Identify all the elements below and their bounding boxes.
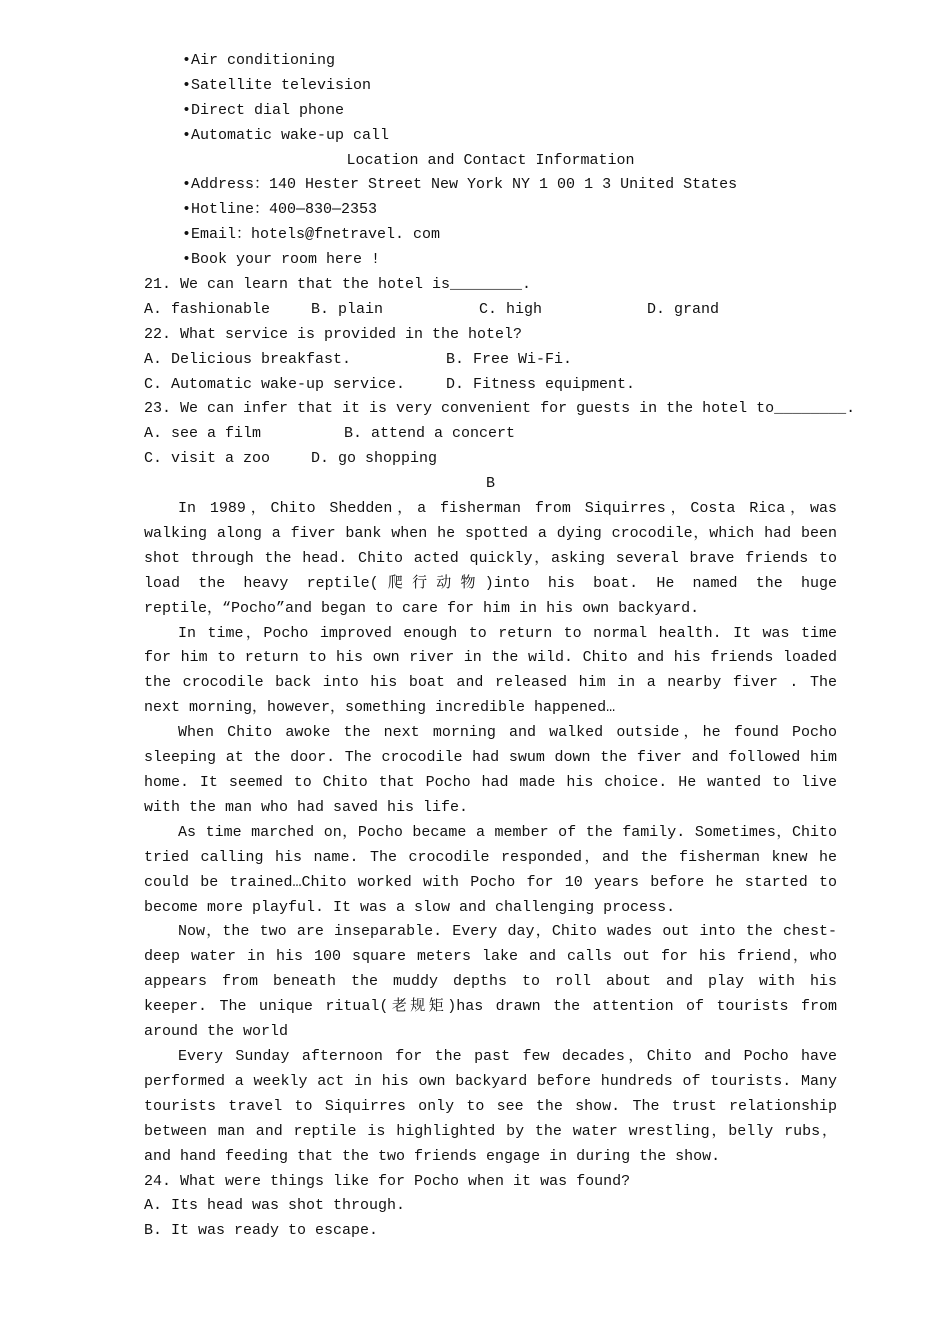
passage-paragraph: As time marched on，Pocho became a member of the family. Sometimes，Chito tried calling his name. The crocodile responded，and the fisherman knew he could be trained…Chito worked with Pocho for 10 years before he started to become more playful. It was a slow and challenging process. (144, 823, 837, 916)
option-a: A. Delicious breakfast. (144, 350, 352, 368)
option-c: C. visit a zoo (144, 450, 271, 468)
option-b: B. plain (311, 300, 384, 318)
option-a: A. Its head was shot through. (144, 1197, 406, 1215)
amenity-item: •Direct dial phone (182, 101, 345, 119)
amenity-item: •Air conditioning (182, 52, 336, 69)
option-b: B. attend a concert (344, 425, 516, 443)
option-d: D. grand (647, 300, 720, 318)
amenity-item: •Automatic wake-up call (182, 126, 390, 144)
option-b: B. Free Wi-Fi. (446, 350, 573, 368)
question-23-stem: 23. We can infer that it is very convenient for guests in the hotel to________. (144, 400, 856, 418)
passage-paragraph: When Chito awoke the next morning and walked outside，he found Pocho sleeping at the door. The crocodile had swum down the fiver and followed him home. It seemed to Chito that Pocho had made his choice. He wanted to live with the man who had saved his life. (144, 724, 837, 816)
question-21-options (144, 298, 837, 323)
question-22-options-row1 (144, 348, 837, 373)
passage-paragraph: Every Sunday afternoon for the past few decades，Chito and Pocho have performed a weekly act in his own backyard before hundreds of tourists. Many tourists travel to Siquirres only to see the show. The trust relationship between man and reptile is highlighted by the water wrestling，belly rubs，and hand feeding that the two friends engage in during the show. (144, 1047, 837, 1165)
question-23-options-row2 (144, 447, 837, 472)
question-22-stem: 22. What service is provided in the hotel? (144, 325, 523, 343)
contact-booking: •Book your room here ! (182, 251, 381, 269)
contact-address: •Address：140 Hester Street New York NY 1 00 1 3 United States (182, 176, 738, 194)
option-c: C. high (479, 300, 543, 318)
document-page (144, 49, 856, 1244)
option-c: C. Automatic wake-up service. (144, 375, 406, 393)
option-a: A. see a film (144, 425, 262, 443)
amenity-item: •Satellite television (182, 76, 372, 94)
passage-paragraph: In time，Pocho improved enough to return to normal health. It was time for him to return to his own river in the wild. Chito and his friends loaded the crocodile back into his boat and released him in a nearby fiver . The next morning，however，something incredible happened… (144, 624, 837, 717)
passage-paragraph: In 1989，Chito Shedden，a fisherman from Siquirres，Costa Rica，was walking along a fiver bank when he spotted a dying crocodile，which had been shot through the head. Chito acted quickly，asking several brave friends to load the heavy reptile(爬行动物)into his boat. He named the huge reptile，“Pocho”and began to care for him in his own backyard. (144, 500, 837, 617)
question-24-stem: 24. What were things like for Pocho when it was found? (144, 1172, 631, 1190)
contact-email: •Email：hotels@fnetravel. com (182, 226, 441, 244)
section-b-heading: B (485, 475, 495, 493)
question-22-options-row2 (144, 373, 837, 398)
option-d: D. Fitness equipment. (446, 375, 636, 393)
option-b: B. It was ready to escape. (144, 1222, 379, 1240)
contact-heading: Location and Contact Information (346, 151, 635, 169)
question-23-options-row1 (144, 422, 837, 447)
option-d: D. go shopping (311, 450, 438, 468)
option-a: A. fashionable (144, 300, 271, 318)
question-21-stem: 21. We can learn that the hotel is________. (144, 276, 532, 294)
contact-hotline: •Hotline：400—830—2353 (182, 201, 378, 219)
passage-paragraph: Now，the two are inseparable. Every day，Chito wades out into the chest-deep water in his 100 square meters lake and calls out for his friend，who appears from beneath the muddy depths to roll about and play with his keeper. The unique ritual(老规矩)has drawn the attention of tourists from around the world (144, 923, 837, 1041)
